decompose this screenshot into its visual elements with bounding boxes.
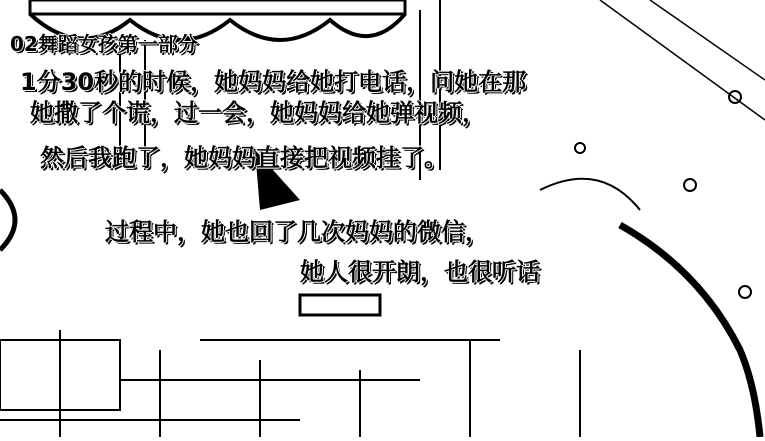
subtitle-title: 02舞蹈女孩第一部分 (10, 32, 198, 56)
subtitle-line-2: 她撒了个谎，过一会，她妈妈给她弹视频， (30, 99, 486, 127)
subtitle-line-4: 过程中，她也回了几次妈妈的微信， (105, 218, 489, 246)
subtitle-line-5: 她人很开朗，也很听话 (300, 258, 540, 286)
subtitle-line-1: 1分30秒的时候，她妈妈给她打电话，问她在那 (20, 68, 527, 96)
subtitle-line-3: 然后我跑了，她妈妈直接把视频挂了。 (40, 144, 448, 172)
